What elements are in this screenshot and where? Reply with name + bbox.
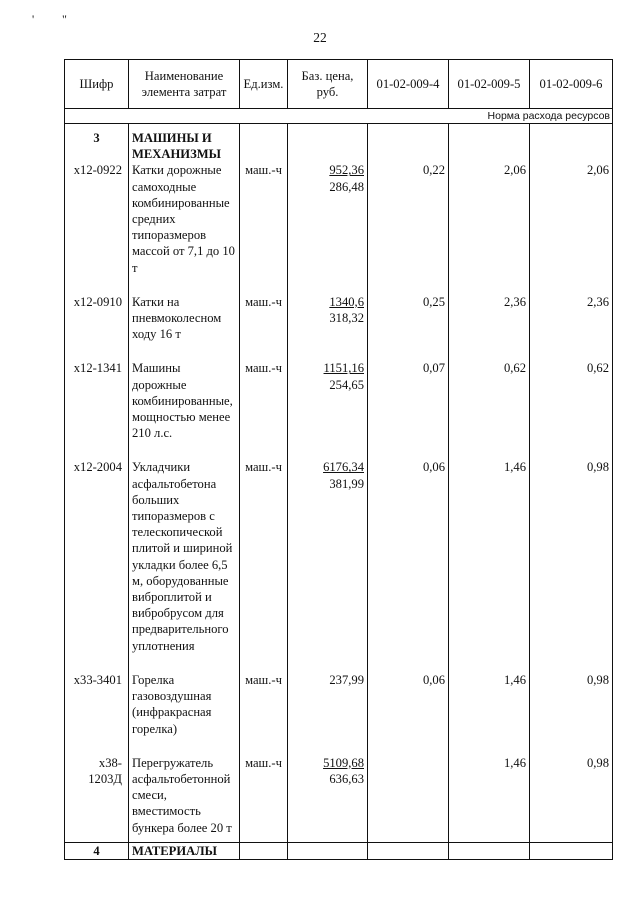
resource-price: [288, 654, 368, 737]
norm-value-5: 0,62: [449, 342, 530, 441]
norm-value-6: 0,98: [530, 654, 613, 737]
resource-unit: маш.-ч: [240, 654, 288, 737]
header-row: [65, 60, 613, 109]
resource-code: x12-0922: [65, 162, 129, 275]
resource-price: [288, 276, 368, 343]
resource-name: Катки на пневмоколесном ходу 16 т: [129, 276, 240, 343]
norm-label: Норма расхода ресурсов: [65, 109, 613, 124]
resource-name: Машины дорожные комбинированные, мощностью менее 210 л.с.: [129, 342, 240, 441]
norm-value-6: 2,36: [530, 276, 613, 343]
price-secondary: 636,63: [329, 771, 364, 786]
empty-cell: [288, 124, 368, 163]
norm-value-6: 2,06: [530, 162, 613, 275]
empty-cell: [368, 842, 449, 859]
base-price: 1151,16: [323, 361, 364, 376]
base-price: 5109,68: [323, 755, 364, 770]
resource-code: x12-1341: [65, 342, 129, 441]
base-price: 6176,34: [323, 460, 364, 475]
norm-value-5: 2,06: [449, 162, 530, 275]
norm-value-6: 0,62: [530, 342, 613, 441]
norm-row: [65, 109, 613, 124]
price-secondary: 318,32: [329, 311, 364, 326]
resource-unit: маш.-ч: [240, 276, 288, 343]
header-col-4: 01-02-009-4: [368, 60, 449, 109]
base-price: 1340,6: [329, 294, 364, 309]
price-secondary: 254,65: [329, 377, 364, 392]
table-row: [65, 654, 613, 737]
table-row: [65, 162, 613, 275]
table-row: [65, 276, 613, 343]
resource-unit: маш.-ч: [240, 342, 288, 441]
norm-value-4: 0,06: [368, 654, 449, 737]
empty-cell: [530, 842, 613, 859]
norm-value-4: 0,06: [368, 441, 449, 653]
resource-name: Перегружатель асфальтобетонной смеси, вместимость бункера более 20 т: [129, 737, 240, 836]
empty-cell: [240, 842, 288, 859]
table-row: [65, 441, 613, 653]
resource-code: x33-3401: [65, 654, 129, 737]
corner-mark: ": [62, 12, 67, 26]
price-secondary: 381,99: [329, 476, 364, 491]
norm-value-6: 0,98: [530, 737, 613, 836]
resource-unit: маш.-ч: [240, 737, 288, 836]
resource-code: x12-0910: [65, 276, 129, 343]
resource-price: [288, 737, 368, 836]
section-number: 3: [65, 124, 129, 163]
table-row: [65, 737, 613, 836]
section-title: МАШИНЫ И МЕХАНИЗМЫ: [129, 124, 240, 163]
resource-unit: маш.-ч: [240, 441, 288, 653]
empty-cell: [368, 124, 449, 163]
base-price: 237,99: [329, 672, 364, 687]
norm-value-6: 0,98: [530, 441, 613, 653]
header-code: Шифр: [65, 60, 129, 109]
section-row: [65, 842, 613, 859]
resource-price: [288, 162, 368, 275]
resource-code: x38-1203Д: [65, 737, 129, 836]
norm-value-4: [368, 737, 449, 836]
norm-value-4: 0,25: [368, 276, 449, 343]
header-name: Наименование элемента затрат: [129, 60, 240, 109]
section-row: [65, 124, 613, 163]
corner-mark: ': [32, 12, 35, 26]
resource-price: [288, 441, 368, 653]
norm-value-4: 0,22: [368, 162, 449, 275]
resource-price: [288, 342, 368, 441]
price-secondary: 286,48: [329, 179, 364, 194]
norm-value-4: 0,07: [368, 342, 449, 441]
empty-cell: [288, 842, 368, 859]
section-title: МАТЕРИАЛЫ: [129, 842, 240, 859]
resource-table: [64, 59, 613, 860]
empty-cell: [449, 842, 530, 859]
resource-name: Укладчики асфальтобетона больших типоразмеров с телескопической плитой и шириной укладки более 6,5 м, оборудованные виброплитой и вибробрусом для предварительного уплотнения: [129, 441, 240, 653]
header-col-6: 01-02-009-6: [530, 60, 613, 109]
header-price: Баз. цена, руб.: [288, 60, 368, 109]
norm-value-5: 1,46: [449, 737, 530, 836]
norm-value-5: 1,46: [449, 441, 530, 653]
corner-marks: [32, 12, 92, 27]
header-col-5: 01-02-009-5: [449, 60, 530, 109]
norm-value-5: 2,36: [449, 276, 530, 343]
resource-name: Горелка газовоздушная (инфракрасная горелка): [129, 654, 240, 737]
empty-cell: [530, 124, 613, 163]
resource-unit: маш.-ч: [240, 162, 288, 275]
section-number: 4: [65, 842, 129, 859]
empty-cell: [449, 124, 530, 163]
page-number: 22: [313, 30, 327, 45]
resource-code: x12-2004: [65, 441, 129, 653]
resource-name: Катки дорожные самоходные комбинированные средних типоразмеров массой от 7,1 до 10 т: [129, 162, 240, 275]
table-row: [65, 342, 613, 441]
header-unit: Ед.изм.: [240, 60, 288, 109]
empty-cell: [240, 124, 288, 163]
norm-value-5: 1,46: [449, 654, 530, 737]
base-price: 952,36: [329, 163, 364, 178]
